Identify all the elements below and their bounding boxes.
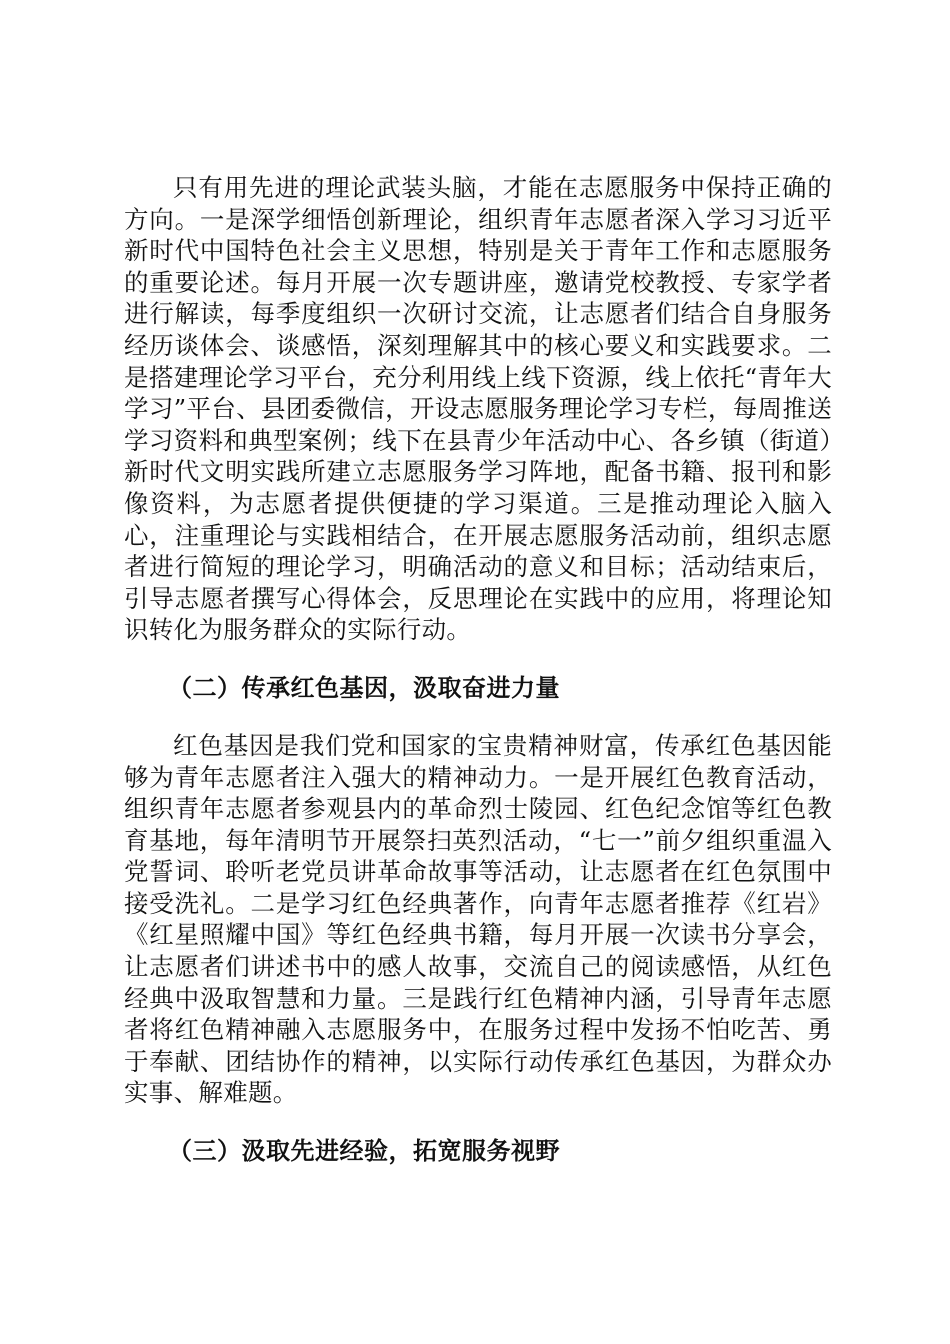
section-heading-red-gene: （二）传承红色基因，汲取奋进力量 — [168, 673, 560, 702]
document-body — [124, 172, 832, 1167]
body-paragraph-red-gene: 红色基因是我们党和国家的宝贵精神财富，传承红色基因能够为青年志愿者注入强大的精神动力。一是开展红色教育活动，组织青年志愿者参观县内的革命烈士陵园、红色纪念馆等红色教育基地，每年清明节开展祭扫英烈活动，“七一”前夕组织重温入党誓词、聆听老党员讲革命故事等活动，让志愿者在红色氛围中接受洗礼。二是学习红色经典著作，向青年志愿者推荐《红岩》《红星照耀中国》等红色经典书籍，每月开展一次读书分享会，让志愿者们讲述书中的感人故事，交流自己的阅读感悟，从红色经典中汲取智慧和力量。三是践行红色精神内涵，引导青年志愿者将红色精神融入志愿服务中，在服务过程中发扬不怕吃苦、勇于奉献、团结协作的精神，以实际行动传承红色基因，为群众办实事、解难题。 — [124, 730, 832, 1108]
section-heading-advanced-experience: （三）汲取先进经验，拓宽服务视野 — [168, 1137, 560, 1166]
spacer — [124, 704, 832, 730]
spacer — [124, 646, 832, 672]
body-paragraph-theory: 只有用先进的理论武装头脑，才能在志愿服务中保持正确的方向。一是深学细悟创新理论，组织青年志愿者深入学习习近平新时代中国特色社会主义思想，特别是关于青年工作和志愿服务的重要论述。每月开展一次专题讲座，邀请党校教授、专家学者进行解读，每季度组织一次研讨交流，让志愿者们结合自身服务经历谈体会、谈感悟，深刻理解其中的核心要义和实践要求。二是搭建理论学习平台，充分利用线上线下资源，线上依托“青年大学习”平台、县团委微信，开设志愿服务理论学习专栏，每周推送学习资料和典型案例；线下在县青少年活动中心、各乡镇（街道）新时代文明实践所建立志愿服务学习阵地，配备书籍、报刊和影像资料，为志愿者提供便捷的学习渠道。三是推动理论入脑入心，注重理论与实践相结合，在开展志愿服务活动前，组织志愿者进行简短的理论学习，明确活动的意义和目标；活动结束后，引导志愿者撰写心得体会，反思理论在实践中的应用，将理论知识转化为服务群众的实际行动。 — [124, 173, 832, 645]
spacer — [124, 1109, 832, 1135]
